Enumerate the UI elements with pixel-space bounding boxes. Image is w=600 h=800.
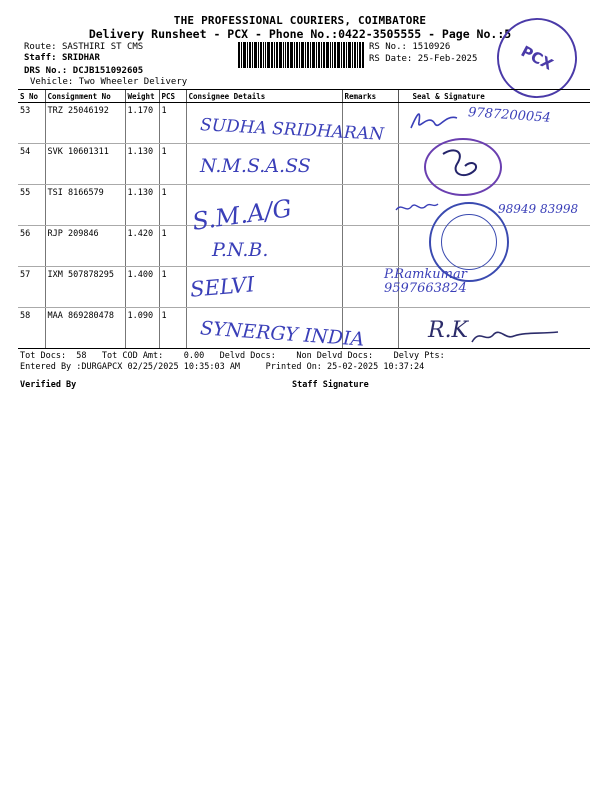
handwritten-consignee: P.N.B. [212,239,269,261]
cell-weight: 1.170 [125,103,159,144]
cell-consignment: TRZ 25046192 [45,103,125,144]
signature [405,104,465,136]
handwritten-consignee: SYNERGY INDIA [199,317,365,351]
cell-consignment: RJP 209846 [45,226,125,267]
cell-pcs: 1 [159,267,186,308]
route-line [24,42,143,53]
rs-date-line [369,54,477,65]
cell-sno: 55 [18,185,45,226]
col-weight: Weight [125,90,159,103]
cell-consignment: IXM 507878295 [45,267,125,308]
cell-sno: 53 [18,103,45,144]
handwritten-consignee: SELVI [189,272,256,302]
cell-weight: 1.420 [125,226,159,267]
cell-pcs: 1 [159,308,186,349]
cell-consignment: SVK 10601311 [45,144,125,185]
cell-pcs: 1 [159,103,186,144]
totals-line: Tot Docs: 58 Tot COD Amt: 0.00 Delvd Docs: Non Delvd Docs: Delvy Pts: [20,351,445,361]
cell-consignment: TSI 8166579 [45,185,125,226]
handwritten-signature: R.K [428,318,468,343]
signature [435,144,485,186]
route-label: Route: [24,42,57,52]
handwritten-consignee: SUDHA SRIDHARAN [199,115,385,145]
cell-weight: 1.090 [125,308,159,349]
col-consignment-no: Consignment No [45,90,125,103]
staff-label: Staff: [24,53,57,63]
drs-value: DCJB151092605 [72,66,144,76]
cell-weight: 1.130 [125,185,159,226]
rs-no-line [369,42,450,53]
cell-consignment: MAA 869280478 [45,308,125,349]
vehicle-line [30,77,187,88]
signature [470,322,560,348]
verified-by-label: Verified By [20,380,77,390]
cell-sno: 56 [18,226,45,267]
entered-by-line: Entered By :DURGAPCX 02/25/2025 10:35:03 AM Printed On: 25-02-2025 10:37:24 [20,362,425,372]
route-value: SASTHIRI ST CMS [61,42,144,52]
staff-line [24,53,100,64]
cell-remarks [342,144,398,185]
cell-remarks [342,226,398,267]
cell-pcs: 1 [159,144,186,185]
rs-date-value: 25-Feb-2025 [417,54,478,64]
handwritten-phone: 98949 83998 [498,202,579,216]
col-seal-signature: Seal & Signature [398,90,590,103]
cell-sno: 54 [18,144,45,185]
handwritten-consignee: N.M.S.A.SS [200,155,311,177]
vehicle-label: Vehicle: [30,77,74,87]
col-remarks: Remarks [342,90,398,103]
seal-stamp-inner [441,214,497,270]
cell-sno: 58 [18,308,45,349]
handwritten-consignee: S.M.A/G [190,194,294,236]
cell-pcs: 1 [159,185,186,226]
handwritten-phone: 9787200054 [467,105,552,126]
staff-value: SRIDHAR [61,53,100,63]
pcx-stamp-text: PCX [517,42,557,74]
table-header-row [18,90,590,103]
runsheet-title: Delivery Runsheet - PCX - Phone No.:0422-3505555 - Page No.:5 [88,27,512,41]
rs-no-value: 1510926 [412,42,451,52]
signature [394,198,440,218]
cell-weight: 1.130 [125,144,159,185]
vehicle-value: Two Wheeler Delivery [78,77,188,87]
col-consignee-details: Consignee Details [186,90,342,103]
staff-signature-label: Staff Signature [292,380,369,390]
cell-remarks [342,185,398,226]
col-sno: S No [18,90,45,103]
cell-weight: 1.400 [125,267,159,308]
handwritten-receiver: P.Ramkumar 9597663824 [384,267,467,296]
rs-no-label: RS No.: [369,42,407,52]
barcode [238,42,364,68]
rs-date-label: RS Date: [369,54,413,64]
company-name: THE PROFESSIONAL COURIERS, COIMBATORE [173,14,427,27]
cell-sno: 57 [18,267,45,308]
col-pcs: PCS [159,90,186,103]
cell-pcs: 1 [159,226,186,267]
drs-label: DRS No.: [24,66,68,76]
drs-line [24,66,143,77]
